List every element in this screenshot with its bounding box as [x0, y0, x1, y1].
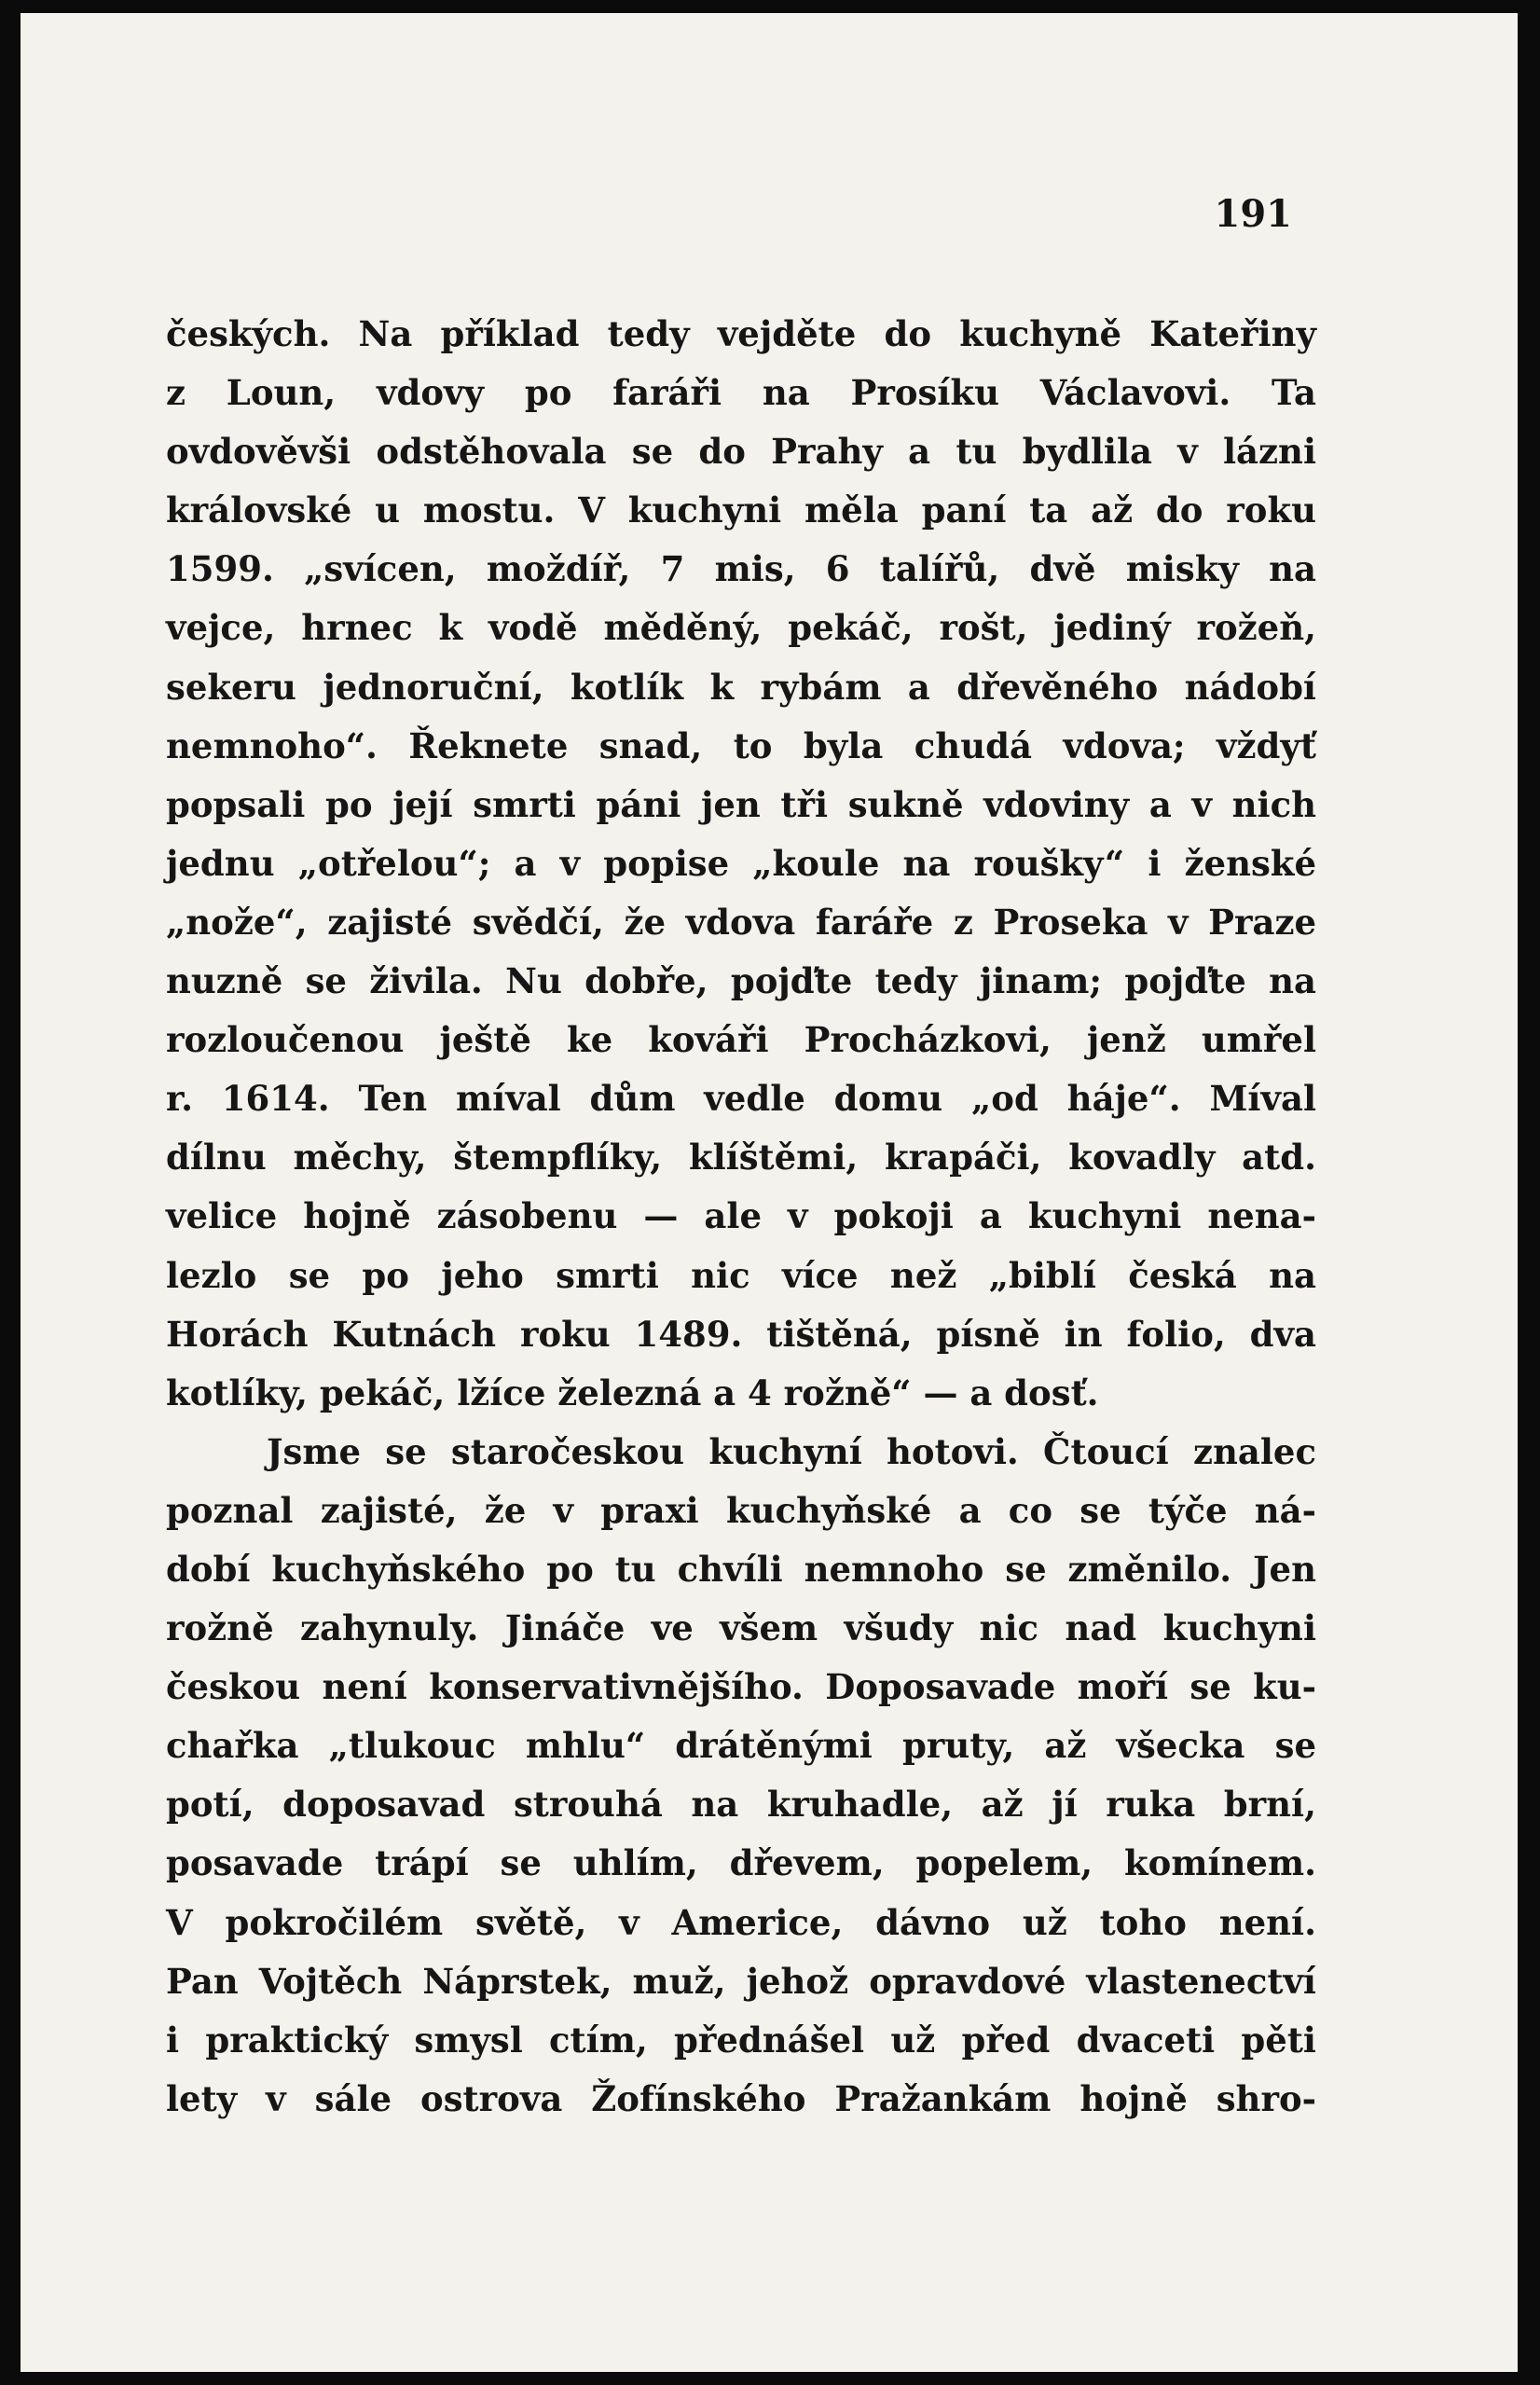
text-line: lety v sále ostrova Žofínského Pražankám hojně shro- [166, 2077, 1316, 2119]
text-line: vejce, hrnec k vodě měděný, pekáč, rošt, jediný rožeň, [166, 607, 1316, 649]
text-line: velice hojně zásobenu — ale v pokoji a kuchyni nena- [166, 1195, 1316, 1237]
text-line: poznal zajisté, že v praxi kuchyňské a co se týče ná- [166, 1489, 1316, 1531]
text-line: nuzně se živila. Nu dobře, pojďte tedy jinam; pojďte na [166, 960, 1316, 1002]
text-line: sekeru jednoruční, kotlík k rybám a dřevěného nádobí [166, 666, 1316, 708]
paragraph-end-line: kotlíky, pekáč, lžíce železná a 4 rožně“ — a dosť. [166, 1372, 1099, 1413]
text-line: českých. Na příklad tedy vejděte do kuchyně Kateřiny [166, 313, 1316, 354]
text-line: i praktický smysl ctím, přednášel už před dvaceti pěti [166, 2019, 1316, 2061]
paragraph-start-line: Jsme se staročeskou kuchyní hotovi. Čtoucí znalec [267, 1430, 1316, 1472]
text-line: chařka „tlukouc mhlu“ drátěnými pruty, až všecka se [166, 1725, 1316, 1767]
text-line: Pan Vojtěch Náprstek, muž, jehož opravdové vlastenectví [166, 1960, 1316, 2002]
text-line: z Loun, vdovy po faráři na Prosíku Václavovi. Ta [166, 372, 1316, 414]
text-line: nemnoho“. Řeknete snad, to byla chudá vdova; vždyť [166, 724, 1316, 766]
text-line: rožně zahynuly. Jináče ve všem všudy nic nad kuchyni [166, 1607, 1316, 1649]
page-number: 191 [1214, 192, 1292, 236]
text-line: posavade trápí se uhlím, dřevem, popelem, komínem. [166, 1842, 1316, 1884]
text-line: dílnu měchy, štempflíky, klíštěmi, krapáči, kovadly atd. [166, 1137, 1316, 1179]
text-line: potí, doposavad strouhá na kruhadle, až jí ruka brní, [166, 1784, 1316, 1826]
text-line: ovdověvši odstěhovala se do Prahy a tu bydlila v lázni [166, 431, 1316, 473]
text-line: českou není konservativnějšího. Doposavade moří se ku- [166, 1666, 1316, 1708]
text-line: popsali po její smrti páni jen tři sukně vdoviny a v nich [166, 783, 1316, 825]
text-line: jednu „otřelou“; a v popise „koule na roušky“ i ženské [166, 842, 1316, 884]
page-text-block [166, 305, 1316, 2129]
text-line: dobí kuchyňského po tu chvíli nemnoho se změnilo. Jen [166, 1548, 1316, 1590]
book-page [21, 13, 1518, 2372]
text-line: královské u mostu. V kuchyni měla paní ta až do roku [166, 489, 1316, 531]
text-line: V pokročilém světě, v Americe, dávno už toho není. [166, 1901, 1316, 1943]
text-line: Horách Kutnách roku 1489. tištěná, písně in folio, dva [166, 1313, 1316, 1355]
text-line: r. 1614. Ten míval dům vedle domu „od háje“. Míval [166, 1078, 1316, 1120]
text-line: lezlo se po jeho smrti nic více než „biblí česká na [166, 1254, 1316, 1296]
text-line: „nože“, zajisté svědčí, že vdova faráře z Proseka v Praze [166, 901, 1316, 943]
text-line: 1599. „svícen, moždíř, 7 mis, 6 talířů, dvě misky na [166, 548, 1316, 590]
text-line: rozloučenou ještě ke kováři Procházkovi, jenž umřel [166, 1019, 1316, 1061]
